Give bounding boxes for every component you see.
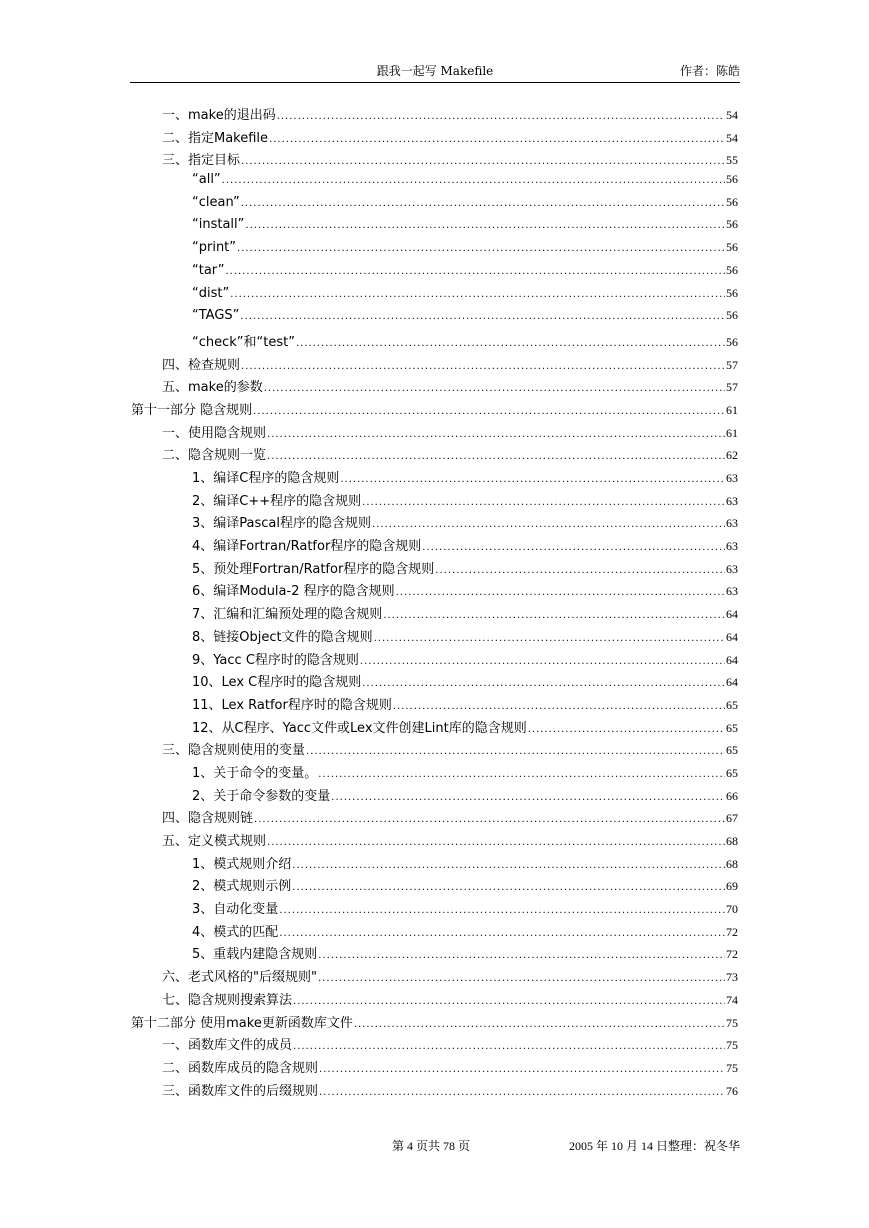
toc-entry[interactable] xyxy=(131,853,738,876)
toc-dot-leader xyxy=(267,837,725,848)
toc-dot-leader xyxy=(362,497,725,508)
toc-entry-page-number: 56 xyxy=(726,172,738,187)
toc-entry-label: 二、指定Makefile xyxy=(162,130,269,146)
toc-entry-label: 二、函数库成员的隐含规则 xyxy=(162,1060,319,1076)
toc-entry-page-number: 56 xyxy=(726,240,738,255)
toc-entry[interactable] xyxy=(131,1057,738,1080)
toc-dot-leader xyxy=(267,451,725,462)
toc-entry[interactable] xyxy=(131,830,738,853)
toc-entry[interactable] xyxy=(131,354,738,377)
toc-entry-label: 三、函数库文件的后缀规则 xyxy=(162,1083,319,1099)
toc-entry-label: “TAGS” xyxy=(192,308,240,324)
toc-entry[interactable] xyxy=(131,104,738,127)
toc-entry-label: 5、重载内建隐含规则 xyxy=(192,947,318,963)
toc-entry-page-number: 74 xyxy=(726,992,738,1007)
toc-dot-leader xyxy=(241,198,725,209)
toc-entry-label: “clean” xyxy=(192,194,240,210)
toc-entry[interactable] xyxy=(131,807,738,830)
toc-entry-page-number: 65 xyxy=(726,720,738,735)
toc-entry[interactable] xyxy=(131,195,738,218)
toc-entry[interactable] xyxy=(131,943,738,966)
toc-entry[interactable] xyxy=(131,785,738,808)
toc-dot-leader xyxy=(435,565,725,576)
toc-entry-page-number: 76 xyxy=(726,1083,738,1098)
toc-entry-page-number: 65 xyxy=(726,743,738,758)
toc-entry-label: 5、预处理Fortran/Ratfor程序的隐含规则 xyxy=(192,561,435,577)
toc-entry-label: 二、隐含规则一览 xyxy=(162,448,267,464)
toc-entry[interactable] xyxy=(131,1080,738,1103)
toc-entry-page-number: 75 xyxy=(726,1060,738,1075)
toc-entry-page-number: 75 xyxy=(726,1015,738,1030)
toc-dot-leader xyxy=(293,1041,725,1052)
toc-dot-leader xyxy=(528,724,725,735)
toc-dot-leader xyxy=(292,882,725,893)
toc-entry-label: 三、指定目标 xyxy=(162,153,241,169)
toc-entry[interactable] xyxy=(131,694,738,717)
toc-entry-label: 1、编译C程序的隐含规则 xyxy=(192,471,340,486)
toc-entry-page-number: 57 xyxy=(726,380,738,395)
toc-entry-page-number: 63 xyxy=(726,493,738,508)
toc-entry-label: “print” xyxy=(192,240,237,256)
toc-entry[interactable] xyxy=(131,490,738,513)
toc-entry-page-number: 70 xyxy=(726,902,738,917)
toc-dot-leader xyxy=(362,678,725,689)
toc-entry[interactable] xyxy=(131,989,738,1012)
toc-entry-label: 六、老式风格的"后缀规则" xyxy=(162,970,317,986)
toc-entry-page-number: 66 xyxy=(726,788,738,803)
toc-entry-page-number: 54 xyxy=(726,130,738,145)
toc-entry-label: 五、定义模式规则 xyxy=(162,834,267,849)
toc-entry-label: 四、隐含规则链 xyxy=(162,811,254,827)
toc-entry-label: “all” xyxy=(192,172,221,188)
toc-entry[interactable] xyxy=(131,240,738,263)
toc-entry-page-number: 75 xyxy=(726,1038,738,1053)
toc-dot-leader xyxy=(360,656,725,667)
toc-entry[interactable] xyxy=(131,671,738,694)
toc-entry-label: 8、链接Object文件的隐含规则 xyxy=(192,629,373,645)
toc-dot-leader xyxy=(319,1064,725,1075)
toc-entry-label: 三、隐含规则使用的变量 xyxy=(162,743,306,759)
toc-entry[interactable] xyxy=(131,558,738,581)
toc-dot-leader xyxy=(331,792,725,803)
toc-entry[interactable] xyxy=(131,376,738,399)
toc-entry-label: 2、编译C++程序的隐含规则 xyxy=(192,493,362,509)
toc-entry[interactable] xyxy=(131,263,738,286)
toc-entry-label: 一、make的退出码 xyxy=(162,108,276,123)
toc-dot-leader xyxy=(279,905,725,916)
toc-entry-page-number: 64 xyxy=(726,652,738,667)
toc-entry-label: 3、编译Pascal程序的隐含规则 xyxy=(192,516,371,532)
toc-dot-leader xyxy=(318,769,725,780)
toc-entry[interactable] xyxy=(131,512,738,535)
toc-entry-page-number: 67 xyxy=(726,811,738,826)
toc-entry-page-number: 56 xyxy=(726,217,738,232)
toc-entry-label: 2、关于命令参数的变量 xyxy=(192,788,331,804)
table-of-contents xyxy=(131,104,738,1102)
toc-entry-page-number: 64 xyxy=(726,607,738,622)
toc-dot-leader xyxy=(354,1019,725,1030)
toc-entry-label: 第十二部分 使用make更新函数库文件 xyxy=(131,1015,353,1031)
toc-dot-leader xyxy=(240,311,725,322)
toc-entry-page-number: 61 xyxy=(726,425,738,440)
toc-dot-leader xyxy=(306,746,725,757)
toc-entry-label: 11、Lex Ratfor程序时的隐含规则 xyxy=(192,697,392,713)
toc-entry-page-number: 63 xyxy=(726,516,738,531)
toc-dot-leader xyxy=(267,429,725,440)
toc-entry-label: 12、从C程序、Yacc文件或Lex文件创建Lint库的隐含规则 xyxy=(192,720,527,736)
toc-entry-label: 7、汇编和汇编预处理的隐含规则 xyxy=(192,607,383,623)
toc-entry-label: 3、自动化变量 xyxy=(192,902,279,918)
toc-entry[interactable] xyxy=(131,626,738,649)
toc-entry[interactable] xyxy=(131,603,738,626)
toc-entry[interactable] xyxy=(131,898,738,921)
toc-entry-label: “dist” xyxy=(192,285,230,301)
toc-dot-leader xyxy=(372,519,725,530)
toc-entry-page-number: 61 xyxy=(726,402,738,417)
toc-dot-leader xyxy=(318,973,725,984)
toc-entry[interactable] xyxy=(131,444,738,467)
toc-entry-label: 第十一部分 隐含规则 xyxy=(131,402,253,418)
toc-entry[interactable] xyxy=(131,739,738,762)
toc-entry-page-number: 72 xyxy=(726,924,738,939)
toc-entry[interactable] xyxy=(131,875,738,898)
toc-dot-leader xyxy=(293,996,725,1007)
toc-entry[interactable] xyxy=(131,217,738,240)
toc-entry-label: “tar” xyxy=(192,262,225,278)
toc-entry-page-number: 63 xyxy=(726,539,738,554)
toc-entry[interactable] xyxy=(131,399,738,422)
toc-dot-leader xyxy=(264,383,725,394)
toc-dot-leader xyxy=(374,633,725,644)
toc-entry[interactable] xyxy=(131,649,738,672)
toc-dot-leader xyxy=(222,175,725,186)
date-info: 2005 年 10 月 14 日整理：祝冬华 xyxy=(568,1139,740,1153)
toc-dot-leader xyxy=(318,950,725,961)
toc-entry[interactable] xyxy=(131,127,738,150)
toc-dot-leader xyxy=(279,928,725,939)
toc-dot-leader xyxy=(296,338,725,349)
toc-entry-page-number: 73 xyxy=(726,970,738,985)
toc-entry-label: 四、检查规则 xyxy=(162,357,241,373)
toc-dot-leader xyxy=(245,220,725,231)
toc-entry-label: 1、模式规则介绍 xyxy=(192,856,292,872)
toc-entry-page-number: 65 xyxy=(726,697,738,712)
toc-entry-page-number: 72 xyxy=(726,947,738,962)
toc-entry[interactable] xyxy=(131,966,738,989)
toc-entry-page-number: 56 xyxy=(726,194,738,209)
toc-entry-label: 10、Lex C程序时的隐含规则 xyxy=(192,675,362,691)
toc-entry-page-number: 68 xyxy=(726,834,738,848)
toc-dot-leader xyxy=(241,361,725,372)
toc-dot-leader xyxy=(383,610,725,621)
toc-entry-page-number: 56 xyxy=(726,334,738,349)
toc-entry[interactable] xyxy=(131,762,738,785)
document-title: 跟我一起写 Makefile xyxy=(376,64,494,78)
toc-entry-label: 1、关于命令的变量。 xyxy=(192,765,318,781)
toc-entry[interactable] xyxy=(131,1012,738,1035)
toc-dot-leader xyxy=(254,814,725,825)
toc-entry-label: 2、模式规则示例 xyxy=(192,879,292,895)
toc-dot-leader xyxy=(340,474,725,485)
document-author: 作者：陈皓 xyxy=(679,64,740,78)
toc-entry[interactable] xyxy=(131,717,738,740)
toc-dot-leader xyxy=(319,1087,725,1098)
toc-entry-label: 4、编译Fortran/Ratfor程序的隐含规则 xyxy=(192,539,422,555)
toc-dot-leader xyxy=(277,111,725,122)
toc-entry-label: 一、使用隐含规则 xyxy=(162,425,267,441)
toc-entry-page-number: 65 xyxy=(726,765,738,780)
toc-entry-page-number: 62 xyxy=(726,448,738,463)
toc-entry-page-number: 64 xyxy=(726,675,738,690)
toc-dot-leader xyxy=(393,701,725,712)
toc-entry-page-number: 68 xyxy=(726,856,738,871)
toc-entry-label: 五、make的参数 xyxy=(162,380,263,396)
toc-entry[interactable] xyxy=(131,422,738,445)
toc-entry-label: “install” xyxy=(192,217,245,233)
toc-entry-page-number: 57 xyxy=(726,357,738,372)
toc-entry-label: 七、隐含规则搜索算法 xyxy=(162,992,293,1008)
toc-entry-label: 6、编译Modula-2 程序的隐含规则 xyxy=(192,584,395,600)
toc-entry[interactable] xyxy=(131,921,738,944)
toc-entry[interactable] xyxy=(131,308,738,331)
toc-dot-leader xyxy=(225,266,725,277)
toc-dot-leader xyxy=(253,406,725,417)
toc-entry-label: 一、函数库文件的成员 xyxy=(162,1038,293,1054)
page-number-info: 第 4 页共 78 页 xyxy=(392,1139,471,1153)
toc-dot-leader xyxy=(269,134,725,145)
toc-entry-label: 9、Yacc C程序时的隐含规则 xyxy=(192,652,359,668)
toc-entry-page-number: 56 xyxy=(726,285,738,300)
toc-entry[interactable] xyxy=(131,286,738,309)
toc-entry-page-number: 56 xyxy=(726,308,738,323)
page-header xyxy=(130,60,740,83)
toc-entry-page-number: 55 xyxy=(726,153,738,168)
toc-entry-page-number: 63 xyxy=(726,561,738,576)
toc-entry-page-number: 63 xyxy=(726,471,738,485)
toc-entry[interactable] xyxy=(131,172,738,195)
toc-entry-page-number: 54 xyxy=(726,108,738,122)
toc-entry-page-number: 64 xyxy=(726,629,738,644)
toc-entry-page-number: 56 xyxy=(726,262,738,277)
toc-dot-leader xyxy=(230,289,725,300)
toc-dot-leader xyxy=(422,542,725,553)
toc-entry[interactable] xyxy=(131,467,738,490)
toc-dot-leader xyxy=(237,243,725,254)
toc-entry-page-number: 63 xyxy=(726,584,738,599)
toc-entry[interactable] xyxy=(131,535,738,558)
toc-dot-leader xyxy=(241,156,725,167)
toc-entry[interactable] xyxy=(131,1034,738,1057)
toc-dot-leader xyxy=(396,587,725,598)
toc-entry[interactable] xyxy=(131,580,738,603)
toc-entry-label: 4、模式的匹配 xyxy=(192,924,279,940)
toc-entry[interactable] xyxy=(131,149,738,172)
toc-entry[interactable] xyxy=(131,331,738,354)
toc-dot-leader xyxy=(292,860,725,871)
toc-entry-label: “check”和“test” xyxy=(192,334,295,350)
toc-entry-page-number: 69 xyxy=(726,879,738,894)
